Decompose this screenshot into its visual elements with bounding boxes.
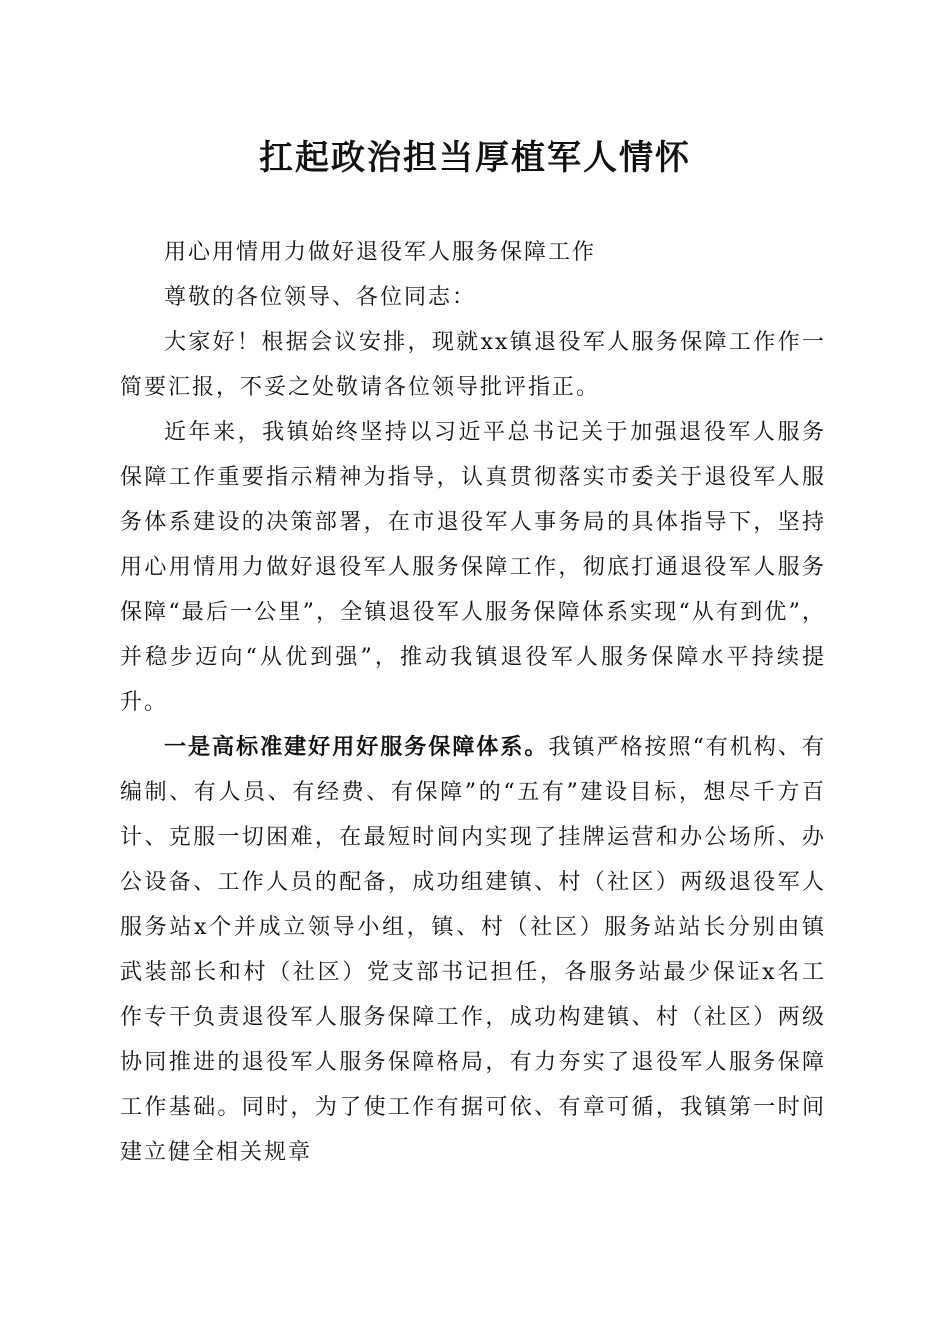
subtitle: 用心用情用力做好退役军人服务保障工作 [164, 240, 597, 265]
section-1-heading: 一是高标准建好用好服务保障体系。 [164, 734, 549, 760]
paragraph-section-1 [120, 725, 826, 1175]
paragraph-overview: 近年来，我镇始终坚持以习近平总书记关于加强退役军人服务保障工作重要指示精神为指导，认真贯彻落实市委关于退役军人服务体系建设的决策部署，在市退役军人事务局的具体指导下，坚持用心用情用力做好退役军人服务保障工作，彻底打通退役军人服务保障“最后一公里”，全镇退役军人服务保障体系实现“从有到优”，并稳步迈向“从优到强”，推动我镇退役军人服务保障水平持续提升。 [120, 420, 826, 715]
paragraph-greeting: 大家好！根据会议安排，现就xx镇退役军人服务保障工作作一简要汇报，不妥之处敬请各位领导批评指正。 [120, 330, 826, 400]
section-1-text: 我镇严格按照“有机构、有编制、有人员、有经费、有保障”的“五有”建设目标，想尽千方百计、克服一切困难，在最短时间内实现了挂牌运营和办公场所、办公设备、工作人员的配备，成功组建镇、村（社区）两级退役军人服务站x个并成立领导小组，镇、村（社区）服务站站长分别由镇武装部长和村（社区）党支部书记担任，各服务站最少保证x名工作专干负责退役军人服务保障工作，成功构建镇、村（社区）两级协同推进的退役军人服务保障格局，有力夯实了退役军人服务保障工作基础。同时，为了使工作有据可依、有章可循，我镇第一时间建立健全相关规章 [120, 735, 826, 1165]
page-title: 扛起政治担当厚植军人情怀 [259, 138, 691, 178]
salutation: 尊敬的各位领导、各位同志： [164, 285, 477, 310]
document-body [120, 230, 826, 1175]
